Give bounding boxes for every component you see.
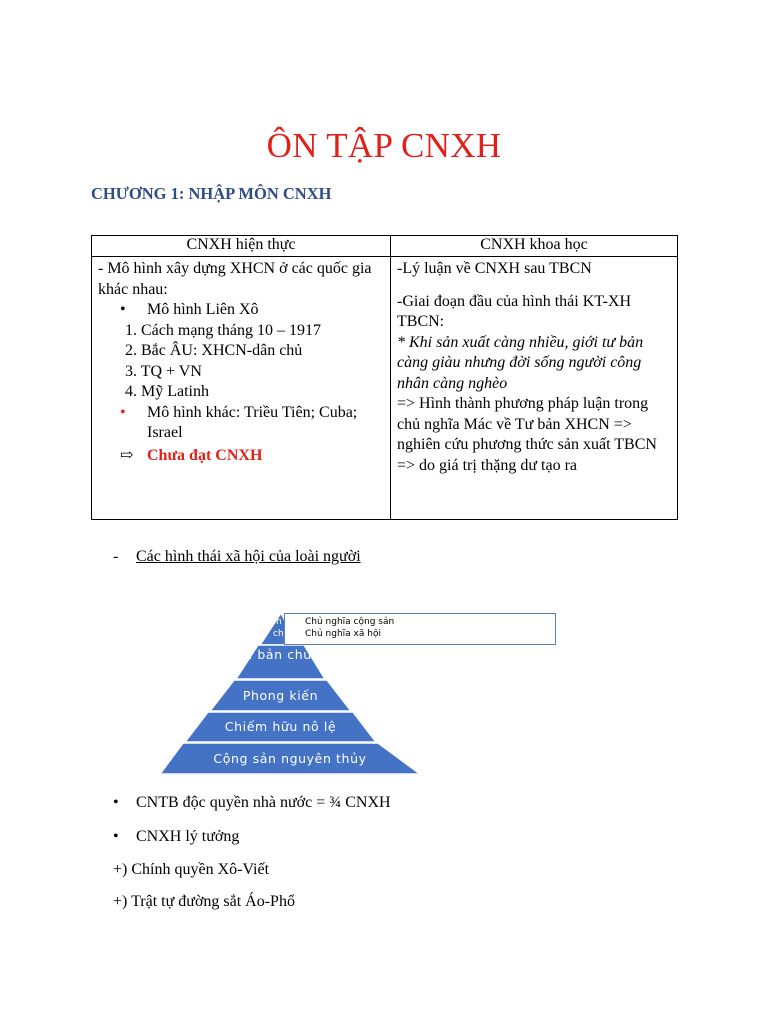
pyramid-callout bbox=[284, 613, 556, 645]
right-italic-note: * Khi sản xuất càng nhiều, giới tư bản càng giàu nhưng đời sống người công nhân càng nghèo bbox=[397, 333, 644, 392]
dash-symbol: - bbox=[113, 548, 119, 565]
right-line-2: -Giai đoạn đầu của hình thái KT-XH TBCN: bbox=[397, 292, 632, 330]
list-item: 3. TQ + VN bbox=[125, 362, 202, 380]
pyramid-label-tu-ban: Tư bản chủ nghĩa bbox=[236, 647, 355, 662]
pyramid-top-fragment-2: ch bbox=[273, 629, 284, 639]
pyramid-label-phong-kien: Phong kiến bbox=[242, 688, 319, 703]
table-header-right: CNXH khoa học bbox=[391, 236, 678, 257]
list-item: 4. Mỹ Latinh bbox=[125, 383, 209, 400]
bullet-text: CNTB độc quyền nhà nước = ¾ CNXH bbox=[136, 794, 391, 811]
conclusion-text: Chưa đạt CNXH bbox=[147, 446, 263, 464]
table-header-left: CNXH hiện thực bbox=[92, 236, 391, 257]
bullet-text: Mô hình khác: Triều Tiên; Cuba; Israel bbox=[147, 403, 358, 441]
pyramid-label-cong-san: Cộng sản nguyên thủy bbox=[213, 751, 367, 766]
bullet-text: CNXH lý tưởng bbox=[136, 828, 240, 845]
bullet-text: Mô hình Liên Xô bbox=[147, 301, 259, 318]
left-intro: - Mô hình xây dựng XHCN ở các quốc gia khác nhau: bbox=[98, 260, 372, 298]
bullet-icon: • bbox=[113, 828, 119, 845]
bullet-icon: • bbox=[120, 301, 126, 318]
arrow-icon: ⇨ bbox=[120, 446, 134, 464]
pyramid-top-fragment-1: n bbox=[276, 617, 282, 627]
red-bullet-icon: • bbox=[120, 403, 126, 421]
list-item: 2. Bắc ÂU: XHCN-dân chủ bbox=[125, 342, 303, 359]
list-item bbox=[113, 828, 239, 846]
plus-item: +) Chính quyền Xô-Viết bbox=[113, 861, 270, 878]
callout-line-2: Chủ nghĩa xã hội bbox=[305, 629, 381, 639]
list-item: 1. Cách mạng tháng 10 – 1917 bbox=[125, 321, 321, 339]
section-heading-text: Các hình thái xã hội của loài người bbox=[136, 548, 361, 565]
chapter-heading: CHƯƠNG 1: NHẬP MÔN CNXH bbox=[91, 184, 332, 203]
document-title: ÔN TẬP CNXH bbox=[266, 126, 502, 165]
callout-line-1: Chủ nghĩa cộng sản bbox=[305, 617, 395, 627]
plus-item: +) Trật tự đường sắt Áo-Phổ bbox=[113, 893, 295, 910]
bullet-icon: • bbox=[113, 794, 119, 811]
pyramid-label-chiem-huu: Chiếm hữu nô lệ bbox=[224, 719, 337, 734]
right-line-1: -Lý luận về CNXH sau TBCN bbox=[397, 260, 592, 277]
right-conclusion: => Hình thành phương pháp luận trong chủ nghĩa Mác về Tư bản XHCN => nghiên cứu phương thức sản xuất TBCN => do giá trị thặng dư tạo ra bbox=[397, 395, 657, 474]
list-item bbox=[113, 794, 391, 812]
